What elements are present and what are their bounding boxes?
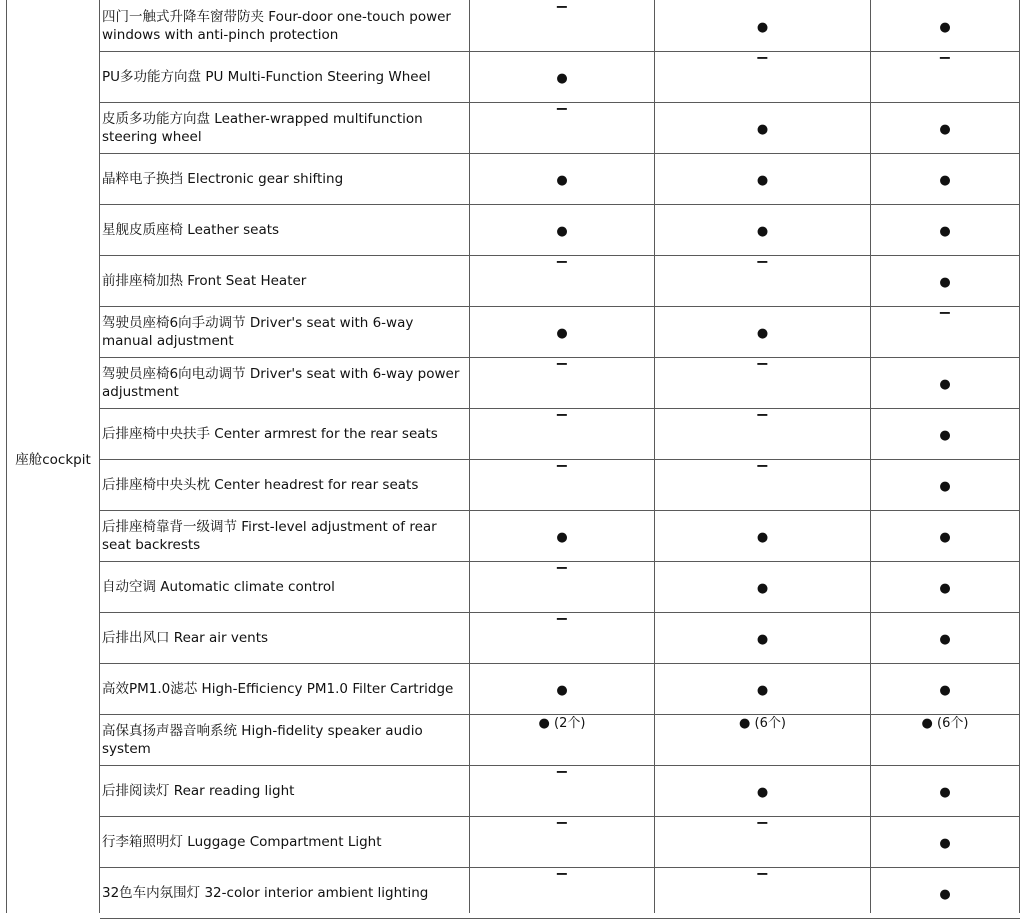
available-mark: ● (556, 683, 568, 698)
not-available-mark: − (555, 252, 569, 271)
not-available-mark: − (755, 252, 770, 271)
available-mark: ● (939, 632, 951, 647)
not-available-mark: − (755, 48, 770, 67)
available-mark: ● (939, 836, 951, 851)
not-available-mark: − (555, 99, 569, 118)
feature-name: 四门一触式升降车窗带防夹 Four-door one-touch power windows with anti-pinch protection (102, 9, 451, 43)
trim-cell-3 (871, 154, 1019, 204)
trim-cell-2 (655, 511, 870, 561)
table-row (100, 813, 1020, 868)
not-available-mark: − (555, 354, 569, 373)
not-available-mark: − (555, 405, 569, 424)
available-mark: ● (756, 785, 769, 800)
trim-cell-2 (655, 562, 870, 612)
trim-cell-3 (871, 409, 1019, 459)
not-available-mark: − (555, 0, 569, 16)
available-mark: ● (756, 581, 769, 596)
feature-name: 晶粹电子换挡 Electronic gear shifting (102, 171, 344, 187)
table-row (100, 303, 1020, 358)
table-row (100, 48, 1020, 103)
trim-cell-3 (871, 613, 1019, 663)
available-mark: ● (6个) (921, 716, 969, 731)
table-row (100, 511, 1020, 562)
available-mark: ● (756, 530, 769, 545)
table-row (100, 99, 1020, 154)
table-row (100, 456, 1020, 511)
not-available-mark: − (555, 456, 569, 475)
trim-cell-3 (871, 715, 1019, 765)
trim-cell-1 (470, 762, 654, 816)
table-row (100, 154, 1020, 205)
feature-name: 高效PM1.0滤芯 High-Efficiency PM1.0 Filter Cartridge (102, 681, 454, 697)
not-available-mark: − (555, 609, 569, 628)
available-mark: ● (2个) (538, 716, 586, 731)
table-row (100, 1, 1020, 52)
not-available-mark: − (755, 456, 770, 475)
available-mark: ● (756, 122, 769, 137)
trim-cell-3 (871, 48, 1019, 102)
trim-cell-1 (470, 252, 654, 306)
trim-cell-2 (655, 766, 870, 816)
category-label: 座舱cockpit (15, 452, 91, 468)
trim-cell-1 (470, 154, 654, 204)
available-mark: ● (939, 581, 951, 596)
available-mark: ● (556, 224, 568, 239)
available-mark: ● (756, 20, 769, 35)
trim-cell-3 (871, 511, 1019, 561)
trim-cell-2 (655, 864, 870, 918)
trim-cell-1 (470, 558, 654, 612)
trim-cell-3 (871, 766, 1019, 816)
feature-name: 高保真扬声器音响系统 High-fidelity speaker audio system (102, 723, 423, 757)
trim-cell-2 (655, 154, 870, 204)
not-available-mark: − (938, 303, 952, 322)
trim-cell-3 (871, 817, 1019, 867)
table-row (100, 664, 1020, 715)
trim-cell-3 (871, 562, 1019, 612)
trim-cell-3 (871, 205, 1019, 255)
trim-cell-1 (470, 354, 654, 408)
available-mark: ● (939, 122, 951, 137)
available-mark: ● (939, 377, 951, 392)
available-mark: ● (756, 326, 769, 341)
table-row (100, 252, 1020, 307)
trim-cell-1 (470, 99, 654, 153)
available-mark: ● (939, 479, 951, 494)
not-available-mark: − (755, 813, 770, 832)
feature-name: 皮质多功能方向盘 Leather-wrapped multifunction steering wheel (102, 111, 423, 145)
trim-cell-2 (655, 205, 870, 255)
trim-cell-3 (871, 1, 1019, 51)
trim-cell-2 (655, 1, 870, 51)
feature-name: 后排阅读灯 Rear reading light (102, 783, 295, 799)
available-mark: ● (6个) (739, 716, 786, 731)
feature-name: 自动空调 Automatic climate control (102, 579, 335, 595)
available-mark: ● (556, 71, 568, 86)
feature-name: 驾驶员座椅6向电动调节 Driver's seat with 6-way power adjustment (102, 366, 460, 400)
trim-cell-2 (655, 103, 870, 153)
trim-cell-3 (871, 358, 1019, 408)
trim-cell-1 (470, 864, 654, 918)
table-row (100, 558, 1020, 613)
trim-cell-3 (871, 664, 1019, 714)
table-row (100, 405, 1020, 460)
trim-cell-1 (470, 456, 654, 510)
trim-cell-2 (655, 715, 870, 765)
feature-name: 前排座椅加热 Front Seat Heater (102, 273, 307, 289)
feature-name: 32色车内氛围灯 32-color interior ambient lighting (102, 885, 429, 901)
available-mark: ● (939, 224, 951, 239)
available-mark: ● (756, 632, 769, 647)
feature-name: 后排座椅靠背一级调节 First-level adjustment of rear seat backrests (102, 519, 437, 553)
available-mark: ● (556, 173, 568, 188)
trim-cell-1 (470, 307, 654, 357)
table-row (100, 762, 1020, 817)
trim-cell-3 (871, 303, 1019, 357)
trim-cell-3 (871, 256, 1019, 306)
available-mark: ● (939, 785, 951, 800)
available-mark: ● (939, 428, 951, 443)
trim-cell-2 (655, 456, 870, 510)
feature-name: 驾驶员座椅6向手动调节 Driver's seat with 6-way manual adjustment (102, 315, 414, 349)
trim-cell-1 (470, 664, 654, 714)
feature-rows (100, 1, 1020, 919)
not-available-mark: − (938, 48, 952, 67)
not-available-mark: − (755, 354, 770, 373)
feature-name: 后排座椅中央扶手 Center armrest for the rear seats (102, 426, 438, 442)
trim-cell-3 (871, 868, 1019, 918)
trim-cell-1 (470, 715, 654, 765)
trim-cell-1 (470, 609, 654, 663)
not-available-mark: − (555, 813, 569, 832)
feature-name: PU多功能方向盘 PU Multi-Function Steering Wheel (102, 69, 431, 85)
not-available-mark: − (555, 762, 569, 781)
table-row (100, 864, 1020, 919)
trim-cell-1 (470, 405, 654, 459)
trim-cell-2 (655, 664, 870, 714)
feature-name: 星舰皮质座椅 Leather seats (102, 222, 280, 238)
feature-name: 行李箱照明灯 Luggage Compartment Light (102, 834, 382, 850)
trim-cell-3 (871, 460, 1019, 510)
available-mark: ● (556, 530, 568, 545)
available-mark: ● (939, 887, 951, 902)
not-available-mark: − (555, 864, 569, 883)
trim-cell-1 (470, 813, 654, 867)
trim-cell-3 (871, 103, 1019, 153)
table-row (100, 715, 1020, 766)
available-mark: ● (756, 173, 769, 188)
available-mark: ● (756, 683, 769, 698)
available-mark: ● (939, 683, 951, 698)
available-mark: ● (556, 326, 568, 341)
table-row (100, 609, 1020, 664)
trim-cell-2 (655, 252, 870, 306)
trim-cell-2 (655, 405, 870, 459)
trim-cell-1 (470, 205, 654, 255)
trim-cell-2 (655, 354, 870, 408)
not-available-mark: − (555, 558, 569, 577)
available-mark: ● (939, 275, 951, 290)
available-mark: ● (756, 224, 769, 239)
not-available-mark: − (755, 864, 770, 883)
available-mark: ● (939, 530, 951, 545)
trim-cell-1 (470, 1, 654, 51)
table-row (100, 205, 1020, 256)
trim-cell-2 (655, 813, 870, 867)
table-row (100, 354, 1020, 409)
trim-cell-2 (655, 48, 870, 102)
feature-name: 后排出风口 Rear air vents (102, 630, 269, 646)
trim-cell-2 (655, 613, 870, 663)
available-mark: ● (939, 20, 951, 35)
feature-name: 后排座椅中央头枕 Center headrest for rear seats (102, 477, 419, 493)
trim-cell-2 (655, 307, 870, 357)
available-mark: ● (939, 173, 951, 188)
trim-cell-1 (470, 52, 654, 102)
not-available-mark: − (755, 405, 770, 424)
trim-cell-1 (470, 511, 654, 561)
